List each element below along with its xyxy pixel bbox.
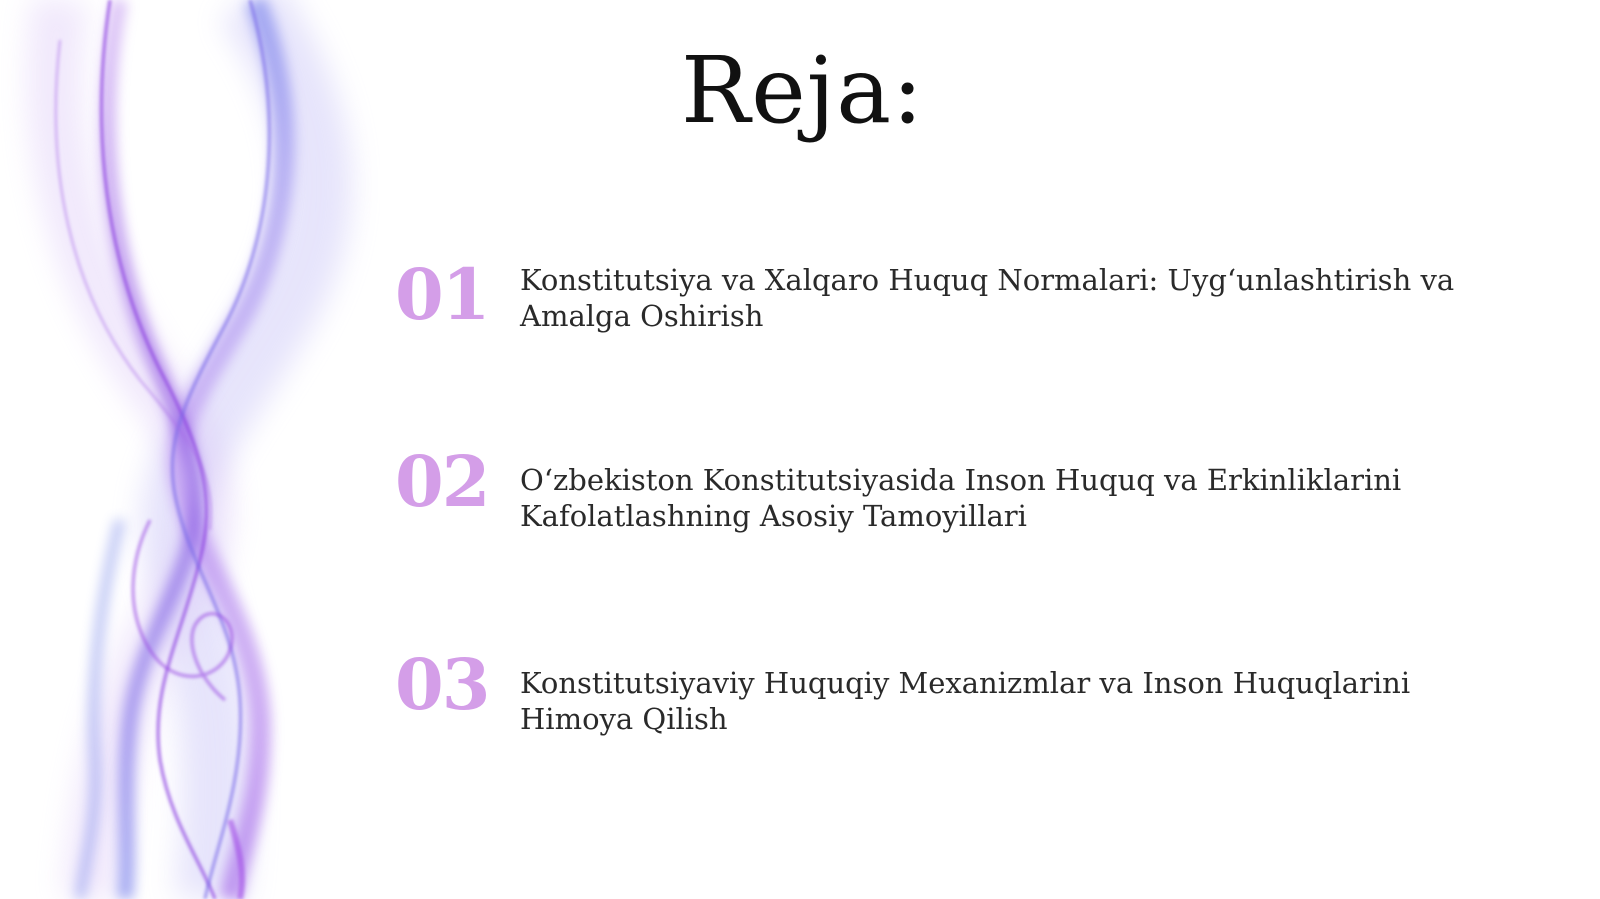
item-text: Konstitutsiya va Xalqaro Huquq Normalari: Uyg‘unlashtirish va Amalga Oshirish <box>520 263 1455 333</box>
item-number: 03 <box>395 643 489 726</box>
item-text: O‘zbekiston Konstitutsiyasida Inson Huquq va Erkinliklarini Kafolatlashning Asosiy Tamoyillari <box>520 463 1402 533</box>
item-number: 01 <box>395 253 489 336</box>
item-number: 02 <box>395 440 489 523</box>
item-text: Konstitutsiyaviy Huquqiy Mexanizmlar va Inson Huquqlarini Himoya Qilish <box>520 666 1411 736</box>
slide-title: Reja: <box>680 37 925 144</box>
